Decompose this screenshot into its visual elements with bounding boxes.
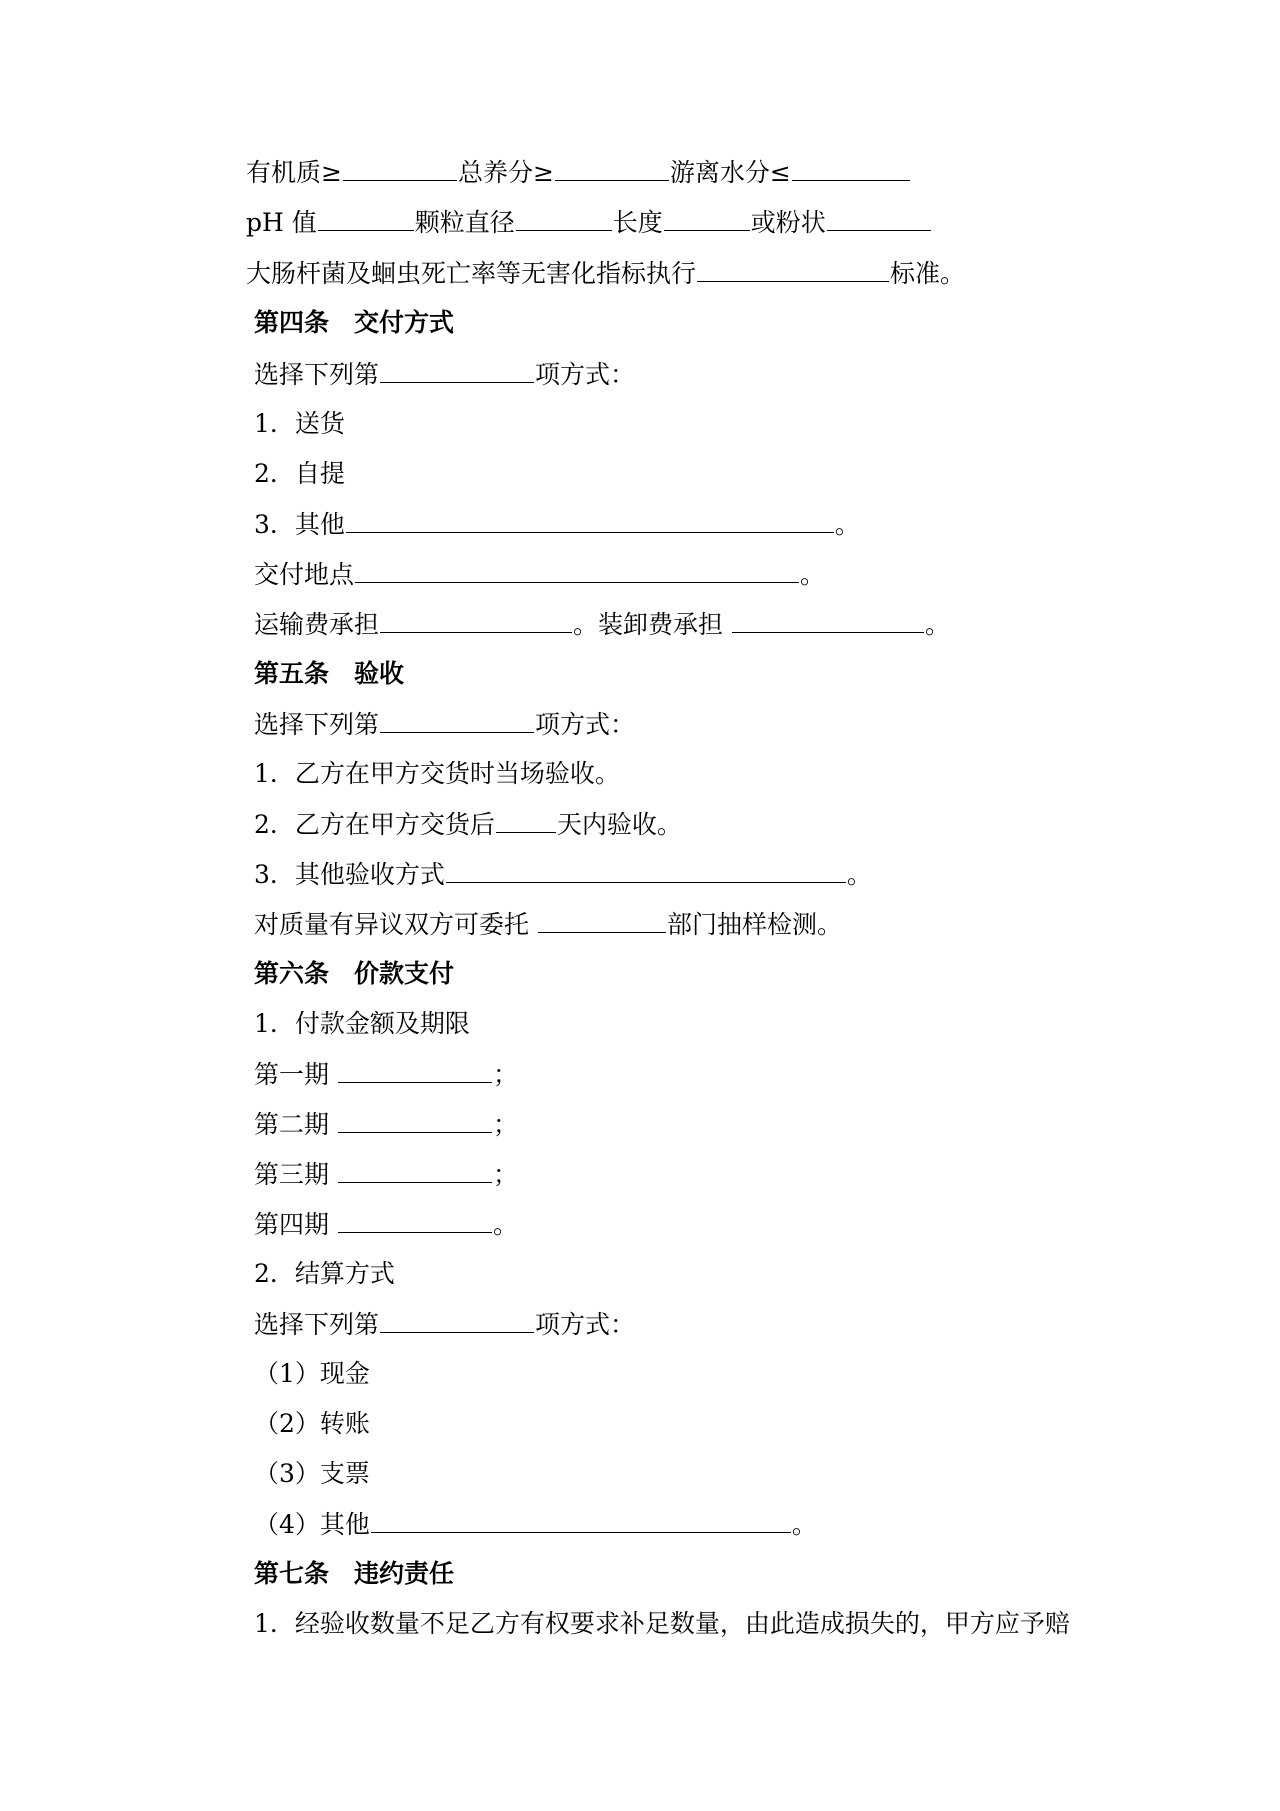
text: （3）支票 bbox=[254, 1459, 370, 1488]
text: 1．乙方在甲方交货时当场验收。 bbox=[254, 759, 620, 788]
article-5-heading bbox=[254, 656, 404, 692]
line-delivery-opt-2 bbox=[254, 456, 345, 492]
article-4-heading bbox=[254, 305, 454, 341]
fill-blank bbox=[697, 255, 889, 282]
fill-blank bbox=[827, 204, 931, 231]
line-settlement-choose bbox=[254, 1306, 635, 1342]
line-phase-4 bbox=[254, 1206, 518, 1242]
line-ph-granule bbox=[246, 204, 932, 240]
text: （4）其他 bbox=[254, 1510, 370, 1539]
fill-blank bbox=[380, 1306, 534, 1333]
fill-blank bbox=[664, 204, 750, 231]
line-settlement-opt-4 bbox=[254, 1506, 817, 1542]
fill-blank bbox=[496, 806, 556, 833]
text: 总养分≥ bbox=[457, 158, 554, 187]
text: 第三期 bbox=[254, 1160, 337, 1189]
text: 部门抽样检测。 bbox=[666, 910, 842, 939]
text: 。 bbox=[800, 560, 826, 589]
text: 3．其他验收方式 bbox=[254, 860, 445, 889]
line-settlement-opt-3 bbox=[254, 1456, 370, 1492]
text: 或粉状 bbox=[750, 208, 826, 237]
text: ； bbox=[492, 1160, 518, 1189]
text: pH 值 bbox=[246, 208, 317, 237]
line-settlement-opt-1 bbox=[254, 1356, 370, 1392]
text: 游离水分≤ bbox=[669, 158, 791, 187]
text: 天内验收。 bbox=[556, 810, 682, 839]
line-settlement-method bbox=[254, 1256, 395, 1292]
text: 项方式： bbox=[535, 710, 636, 739]
line-liability-1 bbox=[254, 1606, 1070, 1642]
text: 长度 bbox=[612, 208, 663, 237]
text: 项方式： bbox=[535, 1310, 636, 1339]
line-delivery-place bbox=[254, 556, 825, 592]
text: 颗粒直径 bbox=[414, 208, 515, 237]
text: 有机质≥ bbox=[246, 158, 342, 187]
line-phase-3 bbox=[254, 1156, 518, 1192]
text: 。装卸费承担 bbox=[573, 610, 731, 639]
line-delivery-choose bbox=[254, 356, 635, 392]
text: 2．乙方在甲方交货后 bbox=[254, 810, 495, 839]
text: 1．经验收数量不足乙方有权要求补足数量，由此造成损失的，甲方应予赔 bbox=[254, 1609, 1070, 1638]
line-acceptance-opt-2 bbox=[254, 806, 682, 842]
text: 选择下列第 bbox=[254, 710, 380, 739]
fill-blank bbox=[338, 1106, 492, 1133]
fill-blank bbox=[355, 556, 799, 583]
text: 第四期 bbox=[254, 1210, 337, 1239]
text: 运输费承担 bbox=[254, 610, 380, 639]
text: 对质量有异议双方可委托 bbox=[254, 910, 537, 939]
text: 1．付款金额及期限 bbox=[254, 1009, 470, 1038]
text: 1．送货 bbox=[254, 409, 345, 438]
fill-blank bbox=[371, 1506, 791, 1533]
text: 。 bbox=[846, 860, 872, 889]
fill-blank bbox=[380, 606, 572, 633]
text: 选择下列第 bbox=[254, 360, 380, 389]
line-settlement-opt-2 bbox=[254, 1406, 370, 1442]
fill-blank bbox=[538, 906, 666, 933]
text: （1）现金 bbox=[254, 1359, 370, 1388]
fill-blank bbox=[792, 154, 910, 181]
line-delivery-costs bbox=[254, 606, 950, 642]
heading-text: 第七条 违约责任 bbox=[254, 1559, 455, 1588]
text: 3．其他 bbox=[254, 510, 345, 539]
text: 。 bbox=[834, 510, 860, 539]
fill-blank bbox=[555, 154, 669, 181]
line-harmless-indicator bbox=[246, 255, 965, 291]
article-7-heading bbox=[254, 1556, 454, 1592]
fill-blank bbox=[380, 356, 534, 383]
text: 。 bbox=[492, 1210, 518, 1239]
line-delivery-opt-3 bbox=[254, 506, 860, 542]
fill-blank bbox=[338, 1056, 492, 1083]
line-quality-dispute bbox=[254, 906, 842, 942]
text: 2．结算方式 bbox=[254, 1259, 395, 1288]
heading-text: 第四条 交付方式 bbox=[254, 308, 455, 337]
text: 第一期 bbox=[254, 1060, 337, 1089]
text: （2）转账 bbox=[254, 1409, 370, 1438]
text: 项方式： bbox=[535, 360, 636, 389]
line-acceptance-choose bbox=[254, 706, 635, 742]
line-delivery-opt-1 bbox=[254, 406, 345, 442]
line-payment-amount bbox=[254, 1006, 470, 1042]
fill-blank bbox=[516, 204, 612, 231]
heading-text: 第五条 验收 bbox=[254, 659, 405, 688]
text: ； bbox=[492, 1060, 518, 1089]
line-organic-matter bbox=[246, 154, 911, 190]
text: 选择下列第 bbox=[254, 1310, 380, 1339]
text: 大肠杆菌及蛔虫死亡率等无害化指标执行 bbox=[246, 259, 697, 288]
fill-blank bbox=[346, 506, 834, 533]
fill-blank bbox=[318, 204, 414, 231]
text: 交付地点 bbox=[254, 560, 355, 589]
fill-blank bbox=[446, 856, 846, 883]
line-phase-2 bbox=[254, 1106, 518, 1142]
heading-text: 第六条 价款支付 bbox=[254, 959, 455, 988]
text: 。 bbox=[924, 610, 950, 639]
fill-blank bbox=[732, 606, 924, 633]
fill-blank bbox=[380, 706, 534, 733]
fill-blank bbox=[343, 154, 457, 181]
text: 标准。 bbox=[890, 259, 966, 288]
fill-blank bbox=[338, 1206, 492, 1233]
text: 2．自提 bbox=[254, 459, 345, 488]
line-acceptance-opt-3 bbox=[254, 856, 872, 892]
article-6-heading bbox=[254, 956, 454, 992]
line-acceptance-opt-1 bbox=[254, 756, 620, 792]
text: ； bbox=[492, 1110, 518, 1139]
text: 。 bbox=[791, 1510, 817, 1539]
fill-blank bbox=[338, 1156, 492, 1183]
line-phase-1 bbox=[254, 1056, 518, 1092]
text: 第二期 bbox=[254, 1110, 337, 1139]
